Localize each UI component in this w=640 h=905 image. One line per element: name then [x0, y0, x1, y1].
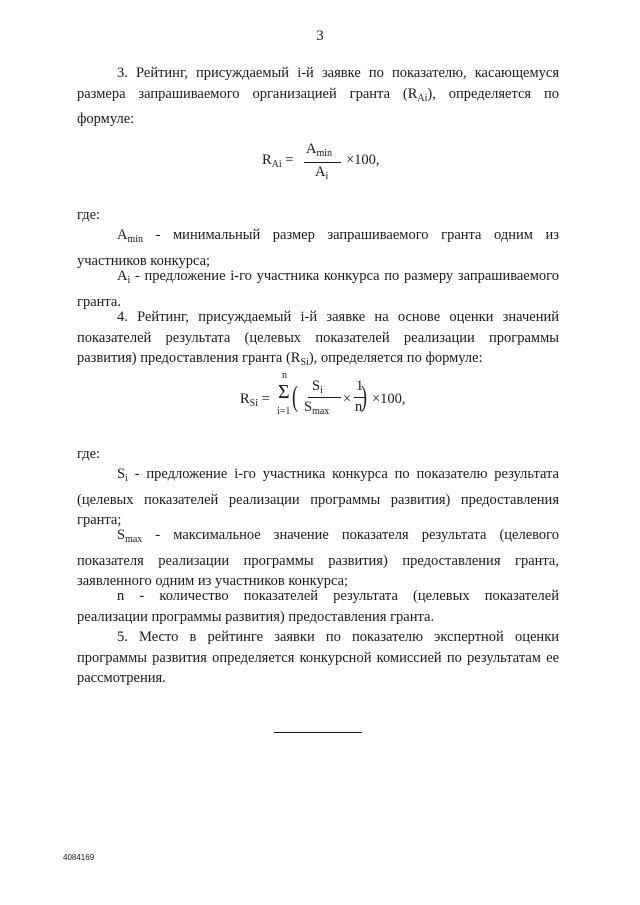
paren-left: ( — [292, 380, 298, 413]
item-4-subscript: Si — [300, 357, 309, 368]
formula-2-lhs: $R_{Si}$ = — [240, 391, 270, 409]
sum-lower-limit: i=1 — [277, 406, 291, 417]
formula-rating-ai — [262, 140, 402, 186]
sigma-symbol: Σ — [278, 381, 290, 403]
definition-amin: $A_{min}$ - минимальный размер запрашиваемого гранта одним из участников конкурса; — [77, 227, 559, 269]
formula-2-numerator: $S_i$ — [312, 378, 323, 396]
formula-2-multiplier: ×100, — [372, 391, 406, 407]
item-3-subscript: Ai — [417, 92, 428, 104]
definition-n: n - количество показателей результата (целевых показателей реализации программы развития) предоставления гранта. — [77, 588, 559, 625]
formula-1-numerator: $A_{min}$ — [306, 141, 333, 159]
definition-smax: $S_{max}$ - максимальное значение показателя результата (целевого показателя реализации программы развития) предоставления гранта, заявленного одним из участников конкурса; — [77, 527, 559, 589]
separator-line — [274, 732, 362, 733]
sum-upper-limit: n — [282, 370, 287, 381]
definition-si: $S_i$ - предложение i-го участника конкурса по показателю результата (целевых показателей реализации программы развития) предоставления гранта; — [77, 466, 559, 528]
formula-2-fraction-bar — [308, 397, 341, 398]
where-label-2: где: — [77, 446, 101, 462]
definition-ai: $A_i$ - предложение i-го участника конкурса по размеру запрашиваемого гранта. — [77, 268, 559, 310]
item-4-text-start: 4. Рейтинг, присуждаемый i-й заявке на основе оценки значений показателей результата (целевых показателей реализации программы развития) предоставления гранта (R — [77, 309, 559, 366]
paragraph-item-5: 5. Место в рейтинге заявки по показателю экспертной оценки программы развития определяется конкурсной комиссией по результатам ее рассмотрения. — [77, 629, 559, 686]
formula-1-multiplier: ×100, — [346, 152, 380, 168]
times-symbol: × — [343, 391, 352, 407]
formula-1-denominator: $A_i$ — [315, 164, 329, 182]
item-3-text-start: 3. Рейтинг, присуждаемый i-й заявке по показателю, касающемуся размера запрашиваемого организацией гранта (R — [77, 65, 559, 102]
formula-1-lhs: $R_{Ai}$ = — [262, 152, 294, 170]
document-code: 4084169 — [63, 853, 95, 862]
formula-2-numerator-2: 1 — [356, 378, 364, 394]
formula-rating-si — [240, 370, 415, 428]
formula-1-fraction-bar — [304, 162, 341, 163]
formula-2-denominator: $S_{max}$ — [304, 399, 330, 417]
paragraph-item-3 — [77, 63, 559, 130]
formula-2-denominator-2: n — [355, 399, 363, 415]
item-4-text-end: ), определяется по формуле: — [308, 350, 483, 366]
page-number: 3 — [316, 28, 324, 44]
paren-right: ) — [361, 380, 367, 413]
item-3-text-end: ), определяется по формуле: — [77, 85, 559, 127]
where-label-1: где: — [77, 207, 101, 223]
paragraph-item-4 — [77, 307, 559, 374]
